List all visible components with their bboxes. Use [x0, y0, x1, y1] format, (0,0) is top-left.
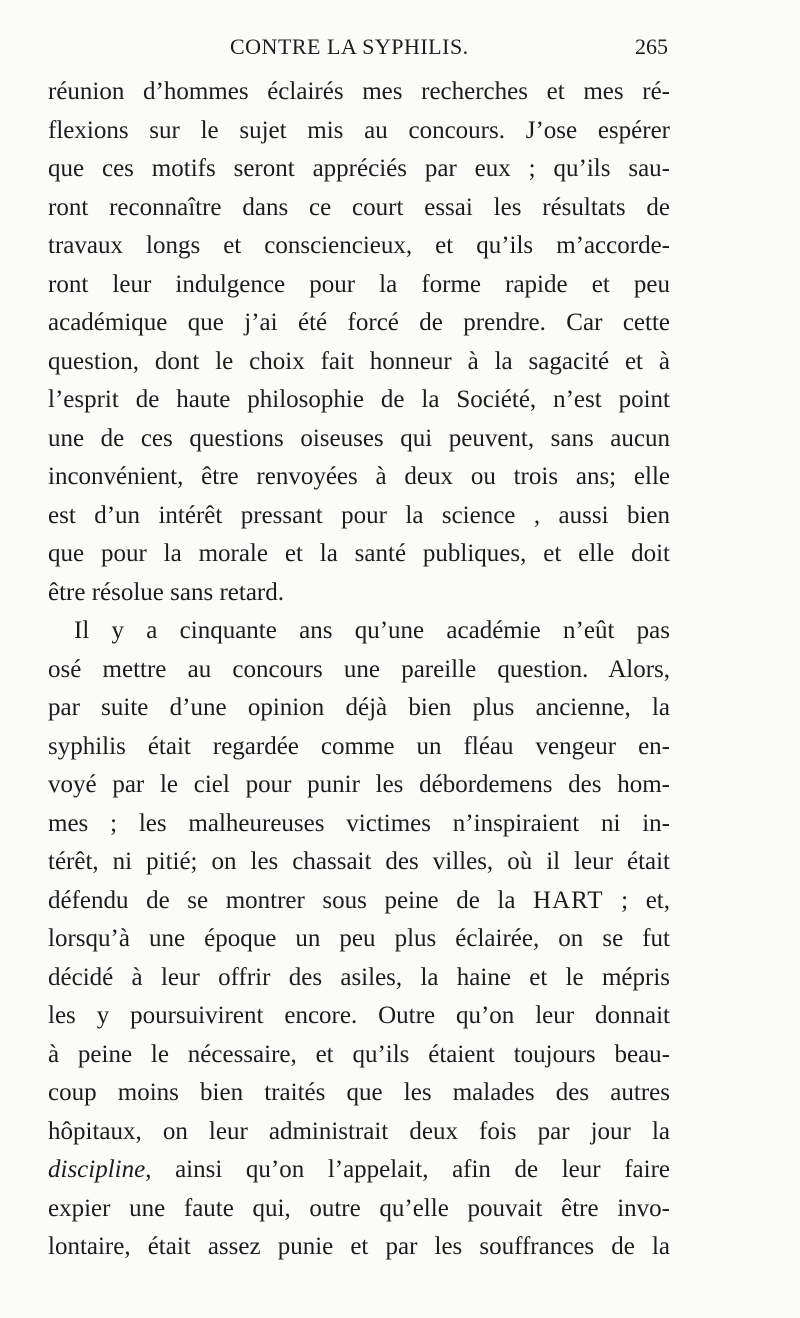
text-line: expier une faute qui, outre qu’elle pouvait être invo-: [48, 1194, 670, 1222]
text-line: les y poursuivirent encore. Outre qu’on leur donnait: [48, 1002, 670, 1029]
text-line: travaux longs et consciencieux, et qu’ils m’accorde-: [48, 232, 670, 259]
text-line: réunion d’hommes éclairés mes recherches et mes ré-: [48, 78, 670, 105]
paragraph-start-line: Il y a cinquante ans qu’une académie n’eût pas: [74, 617, 670, 644]
text-line: l’esprit de haute philosophie de la Société, n’est point: [48, 386, 670, 413]
page-number: 265: [635, 34, 668, 59]
text-line: lorsqu’à une époque un peu plus éclairée, on se fut: [48, 925, 670, 952]
text-line: est d’un intérêt pressant pour la science , aussi bien: [48, 501, 670, 529]
text-line: coup moins bien traités que les malades des autres: [48, 1079, 670, 1106]
text-line: par suite d’une opinion déjà bien plus ancienne, la: [48, 694, 670, 721]
page-header: [48, 30, 668, 64]
text-segment: ; et,: [603, 886, 670, 914]
text-line: syphilis était regardée comme un fléau vengeur en-: [48, 732, 670, 760]
text-segment: défendu de se montrer sous peine de la: [48, 886, 534, 914]
text-line: à peine le nécessaire, et qu’ils étaient toujours beau-: [48, 1040, 670, 1068]
text-line: inconvénient, être renvoyées à deux ou trois ans; elle: [48, 463, 670, 490]
text-line: hôpitaux, on leur administrait deux fois par jour la: [48, 1117, 670, 1145]
text-line: que ces motifs seront appréciés par eux ; qu’ils sau-: [48, 155, 670, 182]
text-line: mes ; les malheureuses victimes n’inspiraient ni in-: [48, 809, 670, 837]
text-line: ront leur indulgence pour la forme rapide et peu: [48, 270, 670, 298]
text-line: question, dont le choix fait honneur à la sagacité et à: [48, 347, 670, 375]
text-line: lontaire, était assez punie et par les souffrances de la: [48, 1233, 670, 1260]
text-line: voyé par le ciel pour punir les débordemens des hom-: [48, 771, 670, 798]
text-line: académique que j’ai été forcé de prendre. Car cette: [48, 309, 670, 336]
body-text: [48, 73, 670, 1267]
text-line: une de ces questions oiseuses qui peuvent, sans aucun: [48, 424, 670, 452]
text-line: que pour la morale et la santé publiques, et elle doit: [48, 540, 670, 567]
italic-word: discipline: [48, 1156, 146, 1183]
running-title: CONTRE LA SYPHILIS.: [230, 34, 469, 59]
paragraph-end-line: être résolue sans retard.: [48, 578, 284, 606]
text-line: [48, 1151, 670, 1190]
text-line: flexions sur le sujet mis au concours. J’ose espérer: [48, 116, 670, 144]
text-line: ront reconnaître dans ce court essai les résultats de: [48, 193, 670, 221]
text-line: [48, 882, 670, 921]
text-line: décidé à leur offrir des asiles, la haine et le mépris: [48, 963, 670, 991]
text-line: térêt, ni pitié; on les chassait des villes, où il leur était: [48, 848, 670, 875]
smallcaps-word: HART: [533, 886, 604, 914]
text-line: osé mettre au concours une pareille question. Alors,: [48, 655, 670, 683]
text-segment: , ainsi qu’on l’appelait, afin de leur faire: [145, 1156, 670, 1183]
